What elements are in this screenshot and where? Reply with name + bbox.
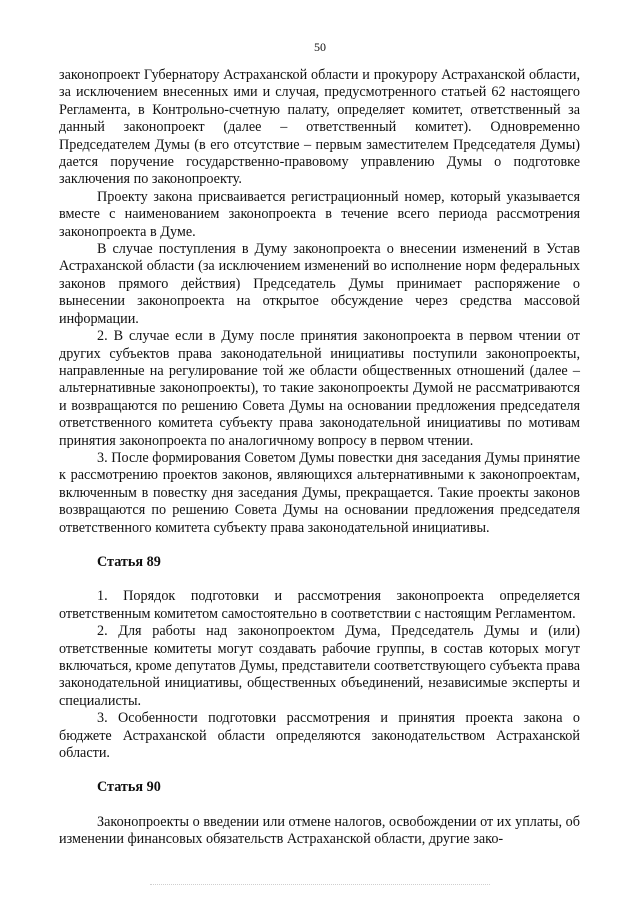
article-89-paragraph-3: 3. Особенности подготовки рассмотрения и принятия проекта закона о бюджете Астраханской области определяются законодательством Астраханской области. — [59, 710, 580, 762]
paragraph-agenda-formation: 3. После формирования Советом Думы повестки дня заседания Думы принятие к рассмотрению проектов законов, являющихся альтернативными к законопроектам, включенным в повестку дня заседания Думы, прекращается. Такие проекты законов возвращаются по решению Совета Думы на основании предложения председателя ответственного комитета субъекту права законодательной инициативы. — [59, 449, 580, 536]
article-90-paragraph-1: Законопроекты о введении или отмене налогов, освобождении от их уплаты, об изменении финансовых обязательств Астраханской области, другие зако- — [59, 813, 580, 848]
article-90-heading: Статья 90 — [97, 779, 161, 796]
paragraph-alternative-bills: 2. В случае если в Думу после принятия законопроекта в первом чтении от других субъектов права законодательной инициативы поступили законопроекты, направленные на регулирование той же области общественных отношений (далее – альтернативные законопроекты), то такие законопроекты Думой не рассматриваются и возвращаются по решению Совета Думы на основании предложения председателя ответственного комитета субъекту права законодательной инициативы по мотивам принятия законопроекта по аналогичному вопросу в первом чтении. — [59, 328, 580, 449]
scan-footer-line — [150, 883, 490, 885]
document-body — [59, 67, 580, 849]
article-89-heading: Статья 89 — [97, 553, 161, 570]
page-number: 50 — [314, 40, 326, 54]
article-89-paragraph-1: 1. Порядок подготовки и рассмотрения законопроекта определяется ответственным комитетом самостоятельно в соответствии с настоящим Регламентом. — [59, 588, 580, 622]
article-89-paragraph-2: 2. Для работы над законопроектом Дума, Председатель Думы и (или) ответственные комитеты могут создавать рабочие группы, в состав которых могут включаться, кроме депутатов Думы, представители соответствующего субъекта права законодательной инициативы, общественных объединений, независимые эксперты и специалисты. — [59, 623, 580, 709]
paragraph-registration-number: Проекту закона присваивается регистрационный номер, который указывается вместе с наименованием законопроекта в течение всего периода рассмотрения законопроекта в Думе. — [59, 188, 580, 240]
paragraph-continuation: законопроект Губернатору Астраханской области и прокурору Астраханской области, за исключением внесенных ими и случая, предусмотренного статьей 62 настоящего Регламента, в Контрольно-счетную палату, определяет комитет, ответственный за данный законопроект (далее – ответственный комитет). Одновременно Председателем Думы (в его отсутствие – первым заместителем Председателя Думы) дается поручение государственно-правовому управлению Думы о подготовке заключения по законопроекту. — [59, 67, 580, 188]
paragraph-charter-amendments: В случае поступления в Думу законопроекта о внесении изменений в Устав Астраханской области (за исключением изменений во исполнение норм федеральных законов прямого действия) Председатель Думы принимает распоряжение о вынесении законопроекта на открытое обсуждение через средства массовой информации. — [59, 241, 580, 327]
